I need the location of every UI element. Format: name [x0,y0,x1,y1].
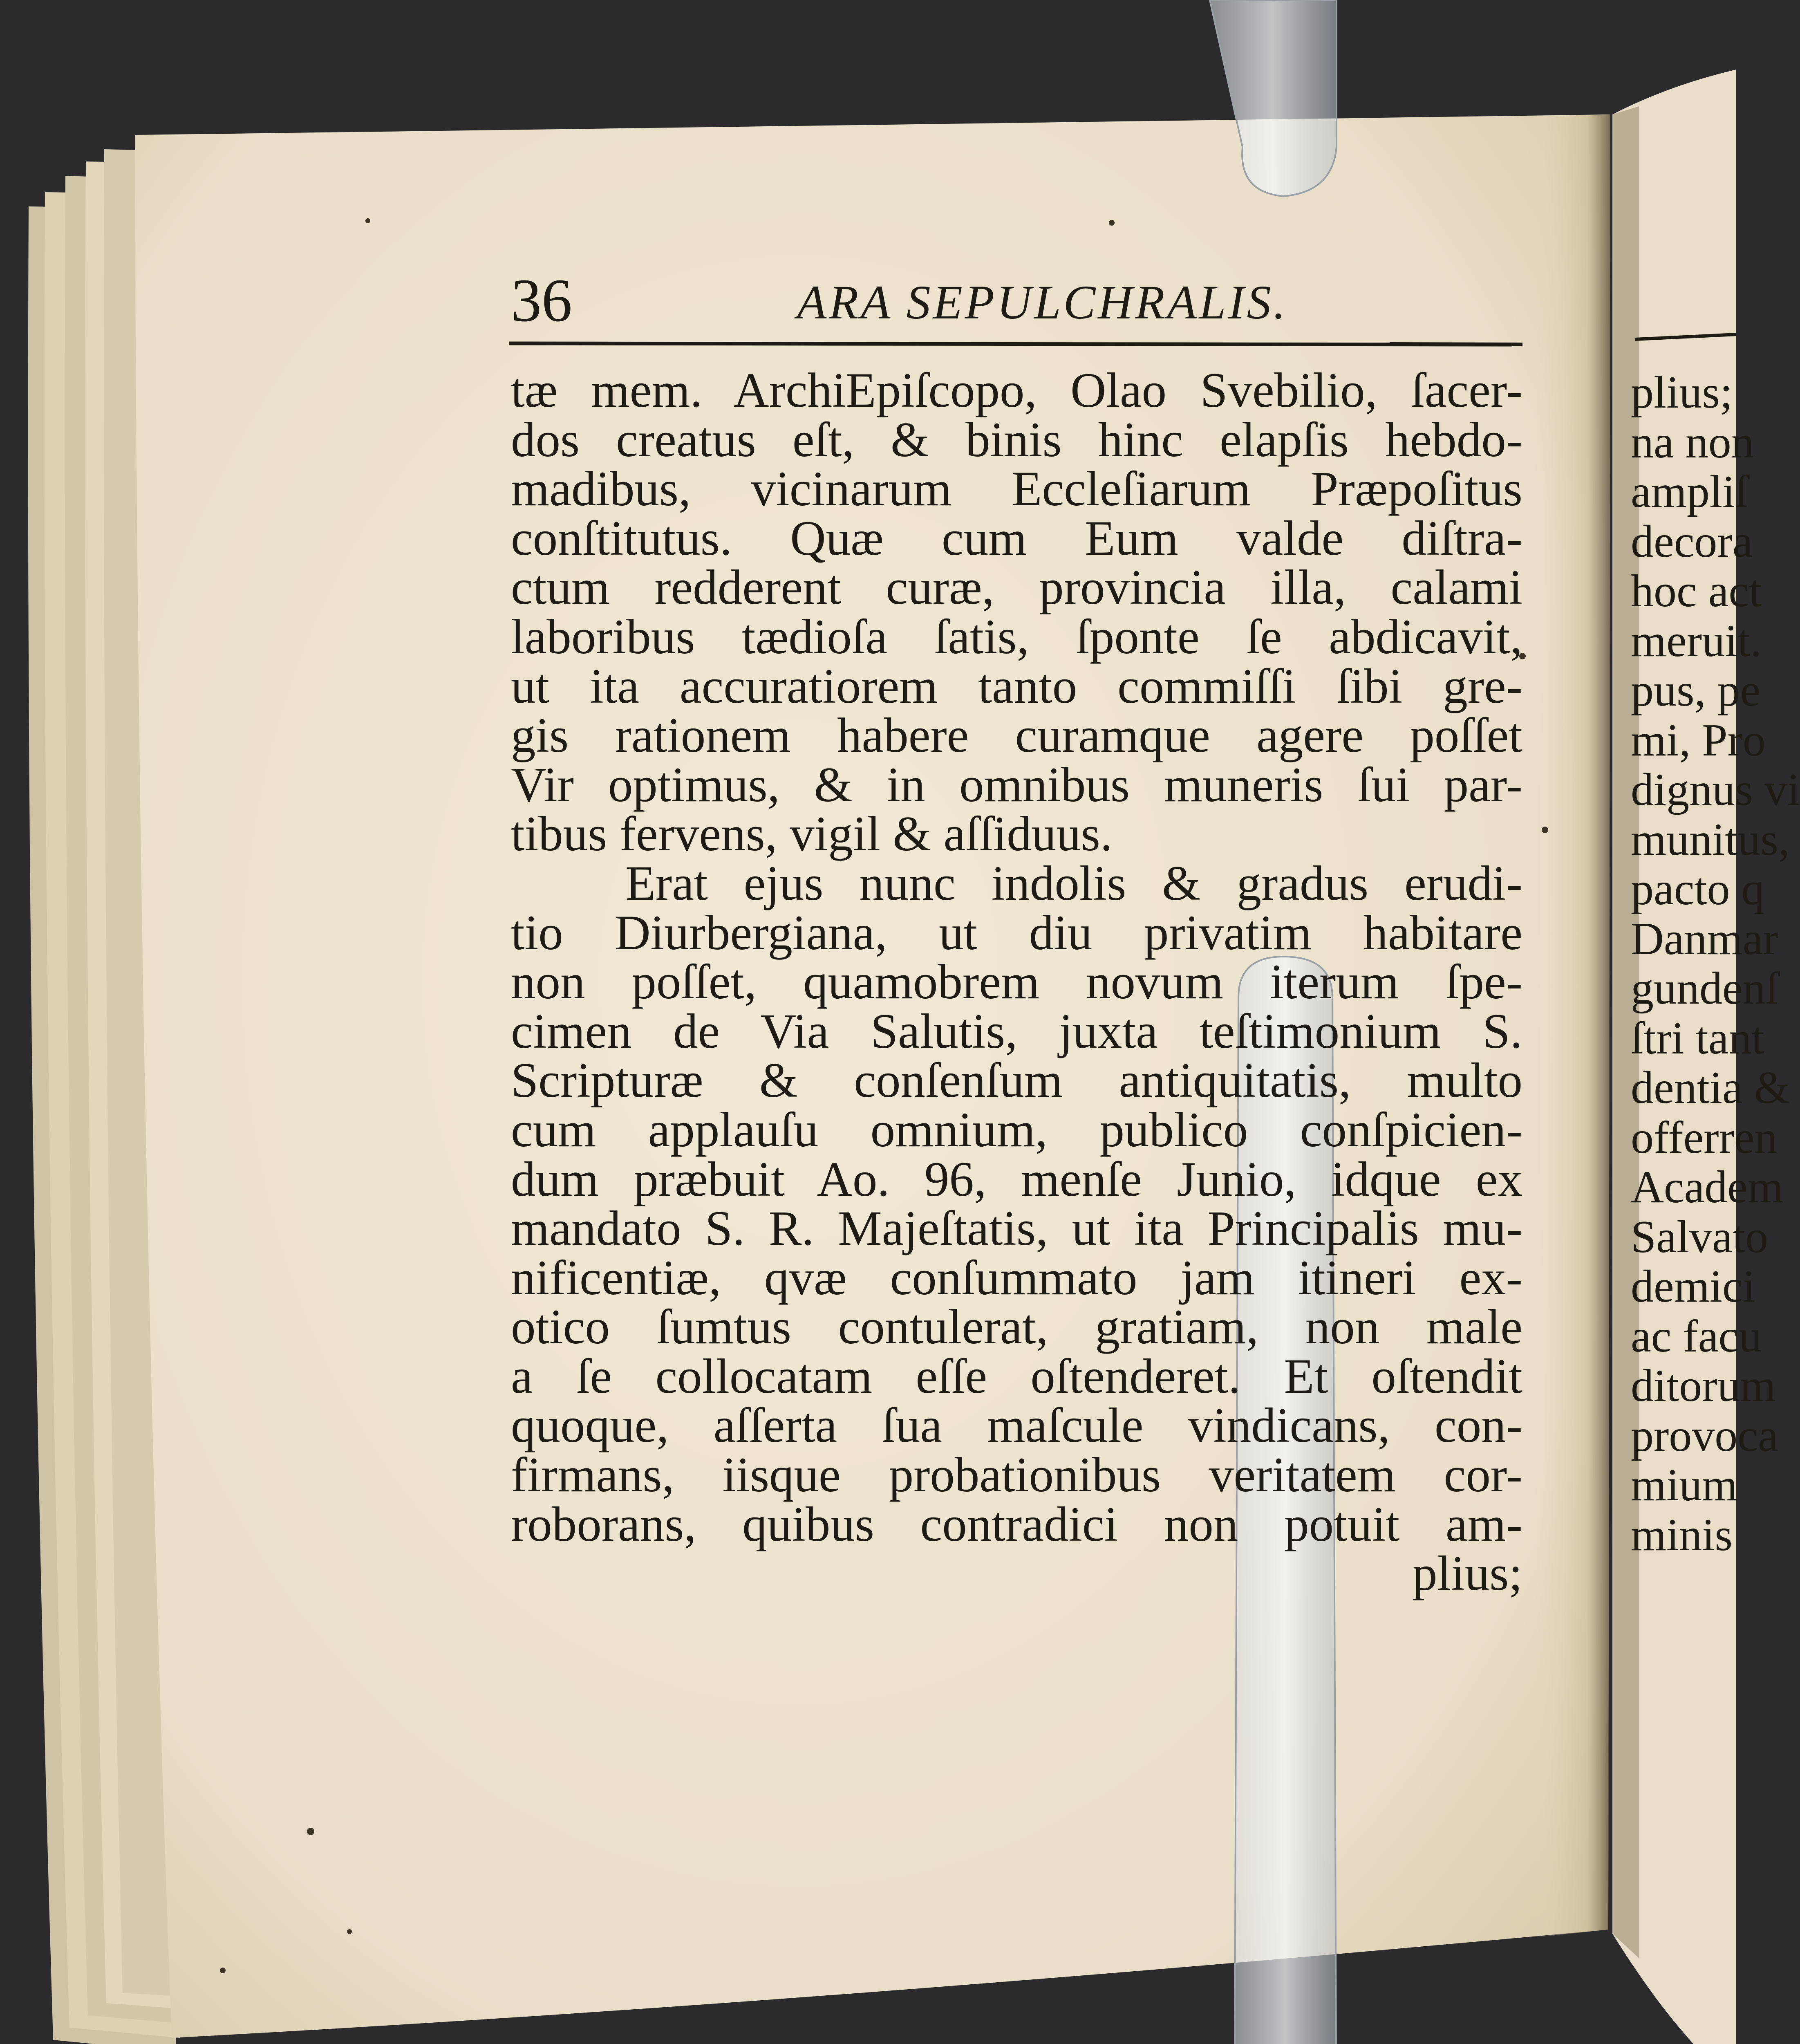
facing-line: mi, Pro [1631,715,1766,766]
text-line: a ſe collocatam eſſe oſtenderet. Et oſtendit [511,1349,1522,1404]
body-text [511,363,1522,1601]
text-line: ctum redderent curæ, provincia illa, calami [511,560,1522,615]
facing-line: ſtri tant [1631,1013,1764,1064]
text-line: quoque, aſſerta ſua maſcule vindicans, con- [511,1398,1522,1453]
facing-line: pacto q [1631,864,1764,914]
facing-line: meruit. [1631,615,1762,666]
facing-page-text [1631,367,1800,1921]
text-line: madibus, vicinarum Eccleſiarum Præpoſitus [511,462,1522,517]
facing-line: mium [1631,1460,1738,1511]
facing-line: ampliſ [1631,466,1748,517]
facing-line: plius; [1631,367,1733,418]
facing-line: dentia & [1631,1062,1790,1113]
running-title: ARA SEPULCHRALIS. [797,276,1288,329]
text-line: mandato S. R. Majeſtatis, ut ita Principalis mu- [511,1201,1522,1256]
facing-line: provoca [1631,1410,1778,1461]
facing-line: Academ [1631,1162,1784,1213]
text-line: ut ita accuratiorem tanto commiſſi ſibi gre- [511,659,1522,714]
facing-line: gundenſ [1631,963,1778,1014]
header-rule [509,343,1512,345]
page-number: 36 [511,267,572,334]
text-line: tio Diurbergiana, ut diu privatim habitare [511,905,1522,960]
text-line: tæ mem. ArchiEpiſcopo, Olao Svebilio, ſacer- [511,363,1522,418]
facing-line: munitus, [1631,814,1790,865]
text-line: tibus fervens, vigil & aſſiduus. [511,807,1113,862]
facing-line: ditorum [1631,1360,1776,1411]
catchword: plius; [1413,1546,1522,1601]
facing-line: minis [1631,1509,1733,1560]
page-header [511,258,1520,339]
text-line: nificentiæ, qvæ conſummato jam itineri ex- [511,1250,1522,1305]
text-line: Vir optimus, & in omnibus muneris ſui par- [511,757,1522,812]
text-line: Scripturæ & conſenſum antiquitatis, multo [511,1053,1522,1108]
facing-line: offerren [1631,1112,1778,1163]
text-line: cimen de Via Salutis, juxta teſtimonium S. [511,1004,1522,1059]
text-line: roborans, quibus contradici non potuit am- [511,1497,1522,1552]
text-line: non poſſet, quamobrem novum iterum ſpe- [511,955,1522,1010]
facing-line: decora [1631,516,1753,567]
facing-line: pus, pe [1631,665,1761,716]
text-line: gis rationem habere curamque agere poſſet [511,708,1522,763]
text-line: cum applauſu omnium, publico conſpicien- [511,1102,1522,1157]
facing-line: Danmar [1631,913,1778,964]
facing-line: dignus vi [1631,764,1800,815]
facing-line: hoc act [1631,566,1762,616]
text-line: conſtitutus. Quæ cum Eum valde diſtra- [511,511,1522,566]
text-line: laboribus tædioſa ſatis, ſponte ſe abdicavit, [511,609,1522,664]
facing-line: na non [1631,417,1754,468]
facing-line: ac facu [1631,1311,1762,1362]
paragraph-start-line: Erat ejus nunc indolis & gradus erudi- [625,856,1522,911]
facing-line: Salvato [1631,1211,1768,1262]
text-line: dum præbuit Ao. 96, menſe Junio, idque ex [511,1152,1522,1207]
text-line: firmans, iisque probationibus veritatem cor- [511,1448,1522,1503]
text-line: dos creatus eſt, & binis hinc elapſis hebdo- [511,412,1522,467]
text-line: otico ſumtus contulerat, gratiam, non male [511,1300,1522,1355]
facing-line: demici [1631,1261,1755,1312]
